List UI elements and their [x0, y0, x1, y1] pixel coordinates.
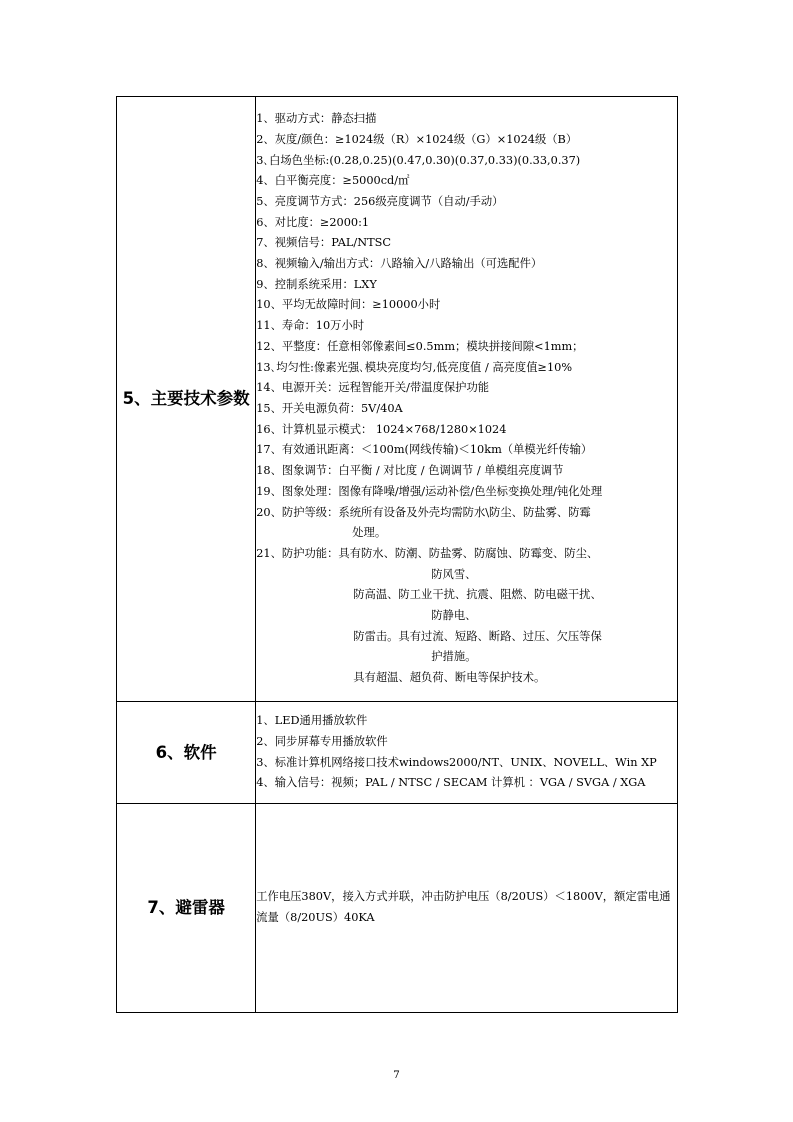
spec-line: 18、图象调节：白平衡 / 对比度 / 色调调节 / 单模组亮度调节 [256, 464, 564, 478]
table-row [117, 804, 678, 1013]
spec-line: 7、视频信号：PAL/NTSC [256, 236, 392, 250]
spec-line: 3､白场色坐标:(0.28,0.25)(0.47,0.30)(0.37,0.33)(0.33,0.37) [256, 153, 581, 167]
spec-line: 10、平均无故障时间：≥10000小时 [256, 298, 441, 312]
row-content-main-specs [256, 97, 678, 702]
row-label-main-specs: 5、主要技术参数 [117, 97, 256, 702]
spec-line: 20、防护等级：系统所有设备及外壳均需防水\防尘、防盐雾、防霉 [256, 505, 591, 519]
table-row [117, 97, 678, 702]
row-content-software [256, 702, 678, 804]
spec-line: 3、标准计算机网络接口技术windows2000/NT、UNIX、NOVELL、Win XP [256, 755, 657, 769]
spec-line: 6、对比度：≥2000:1 [256, 215, 370, 229]
spec-line: 12、平整度：任意相邻像素间≤0.5mm；模块拼接间隙<1mm； [256, 339, 584, 353]
spec-line: 9、控制系统采用：LXY [256, 277, 377, 291]
spec-line: 2、同步屏幕专用播放软件 [256, 734, 388, 748]
spec-line: 21、防护功能：具有防水、防潮、防盐雾、防腐蚀、防霉变、防尘、 [256, 546, 599, 560]
spec-line-continued: 防雷击。具有过流、短路、断路、过压、欠压等保 [353, 629, 602, 643]
row-content-surge-arrester [256, 804, 678, 1013]
spec-line: 1、驱动方式：静态扫描 [256, 112, 377, 126]
spec-line: 8、视频输入/输出方式：八路输入/八路输出（可选配件） [256, 257, 543, 271]
table-row [117, 702, 678, 804]
spec-line: 16、计算机显示模式： 1024×768/1280×1024 [256, 422, 507, 436]
page-number: 7 [393, 1069, 400, 1081]
spec-line: 17、有效通讯距离：＜100m(网线传输)＜10km（单模光纤传输） [256, 443, 593, 457]
spec-line: 工作电压380V，接入方式并联，冲击防护电压（8/20US）＜1800V，额定雷电通流量（8/20US）40KA [256, 890, 671, 924]
spec-line: 11、寿命：10万小时 [256, 319, 365, 333]
spec-line: 19、图象处理：图像有降噪/增强/运动补偿/色坐标变换处理/钝化处理 [256, 484, 603, 498]
spec-line: 15、开关电源负荷：5V/40A [256, 402, 403, 415]
spec-line: 14、电源开关：远程智能开关/带温度保护功能 [256, 381, 490, 395]
spec-line-continued: 处理。 [352, 526, 387, 540]
spec-line-continued: 防静电、 [431, 609, 477, 623]
row-label-software: 6、软件 [117, 702, 256, 804]
spec-line-continued: 具有超温、超负荷、断电等保护技术。 [353, 671, 546, 685]
spec-line-continued: 护措施。 [431, 650, 477, 664]
row-label-surge-arrester: 7、避雷器 [117, 804, 256, 1013]
spec-line: 13､均匀性:像素光强､模块亮度均匀,低亮度值 / 高亮度值≥10% [256, 360, 573, 374]
spec-line: 2、灰度/颜色：≥1024级（R）×1024级（G）×1024级（B） [256, 132, 578, 146]
spec-line: 1、LED通用播放软件 [256, 714, 368, 728]
spec-line-continued: 防风雪、 [431, 567, 477, 581]
spec-line: 4、白平衡亮度：≥5000cd/㎡ [256, 174, 410, 188]
spec-table [116, 96, 678, 1013]
spec-line-continued: 防高温、防工业干扰、抗震、阻燃、防电磁干扰、 [353, 588, 602, 602]
spec-line: 4、输入信号：视频；PAL / NTSC / SECAM 计算机 ：VGA / SVGA / XGA [256, 776, 646, 790]
spec-line: 5、亮度调节方式：256级亮度调节（自动/手动） [256, 194, 504, 208]
